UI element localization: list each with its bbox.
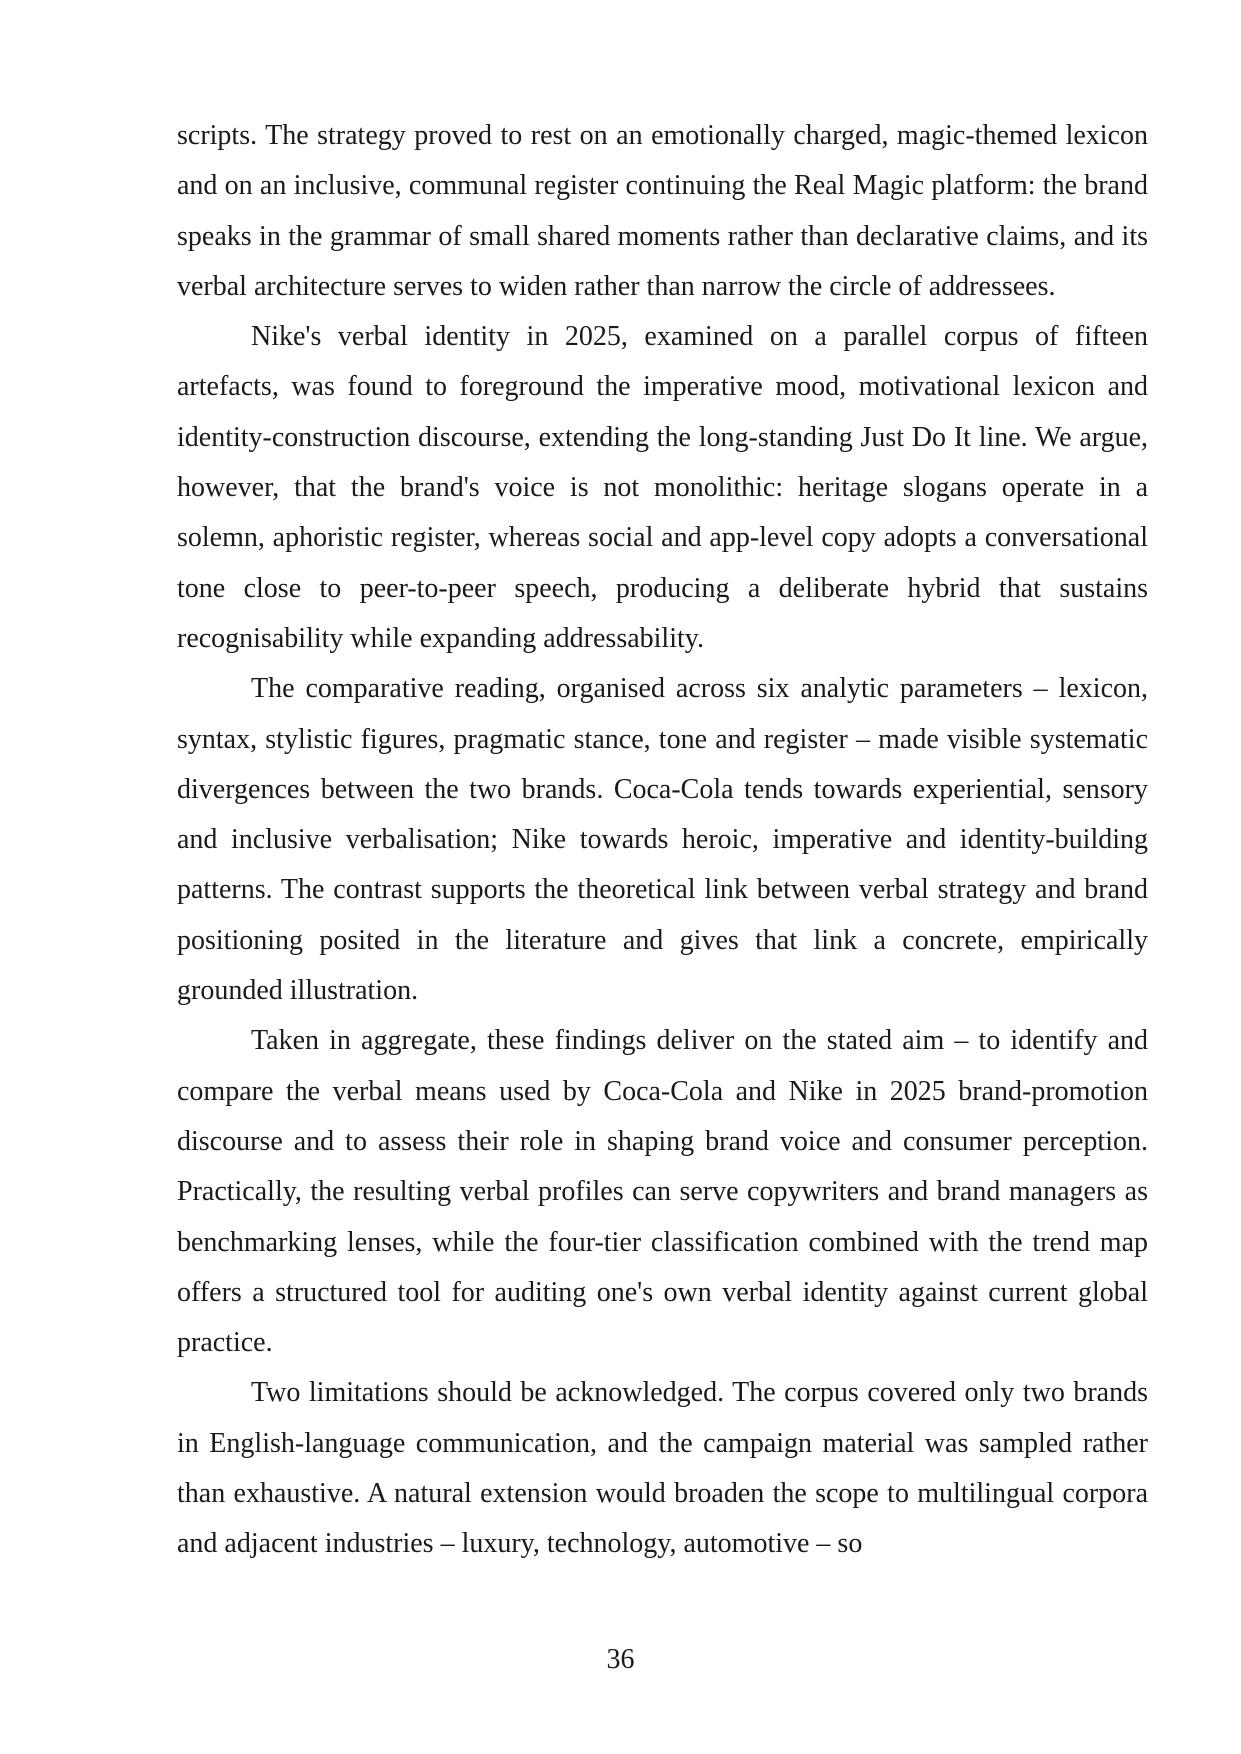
paragraph-continued: scripts. The strategy proved to rest on an emotionally charged, magic-themed lexicon and on an inclusive, communal register continuing the Real Magic platform: the brand speaks in the grammar of small shared moments rather than declarative claims, and its verbal architecture serves to widen rather than narrow the circle of addressees. xyxy=(177,120,1148,302)
paragraph-limitations: Two limitations should be acknowledged. The corpus covered only two brands in English-language communication, and the campaign material was sampled rather than exhaustive. A natural extension would broaden the scope to multilingual corpora and adjacent industries – luxury, technology, automotive – so xyxy=(177,1377,1148,1560)
body-text xyxy=(177,111,1148,1570)
paragraph-comparative-reading: The comparative reading, organised across six analytic parameters – lexicon, syntax, stylistic figures, pragmatic stance, tone and register – made visible systematic divergences between the two brands. Coca-Cola tends towards experiential, sensory and inclusive verbalisation; Nike towards heroic, imperative and identity-building patterns. The contrast supports the theoretical link between verbal strategy and brand positioning posited in the literature and gives that link a concrete, empirically grounded illustration. xyxy=(177,673,1148,1007)
page-number: 36 xyxy=(606,1644,635,1675)
paragraph-findings-aggregate: Taken in aggregate, these findings deliver on the stated aim – to identify and compare the verbal means used by Coca-Cola and Nike in 2025 brand-promotion discourse and to assess their role in shaping brand voice and consumer perception. Practically, the resulting verbal profiles can serve copywriters and brand managers as benchmarking lenses, while the four-tier classification combined with the trend map offers a structured tool for auditing one's own verbal identity against current global practice. xyxy=(177,1025,1148,1359)
paragraph-nike-verbal-identity: Nike's verbal identity in 2025, examined on a parallel corpus of fifteen artefacts, was found to foreground the imperative mood, motivational lexicon and identity-construction discourse, extending the long-standing Just Do It line. We argue, however, that the brand's voice is not monolithic: heritage slogans operate in a solemn, aphoristic register, whereas social and app-level copy adopts a conversational tone close to peer-to-peer speech, producing a deliberate hybrid that sustains recognisability while expanding addressability. xyxy=(177,321,1148,654)
